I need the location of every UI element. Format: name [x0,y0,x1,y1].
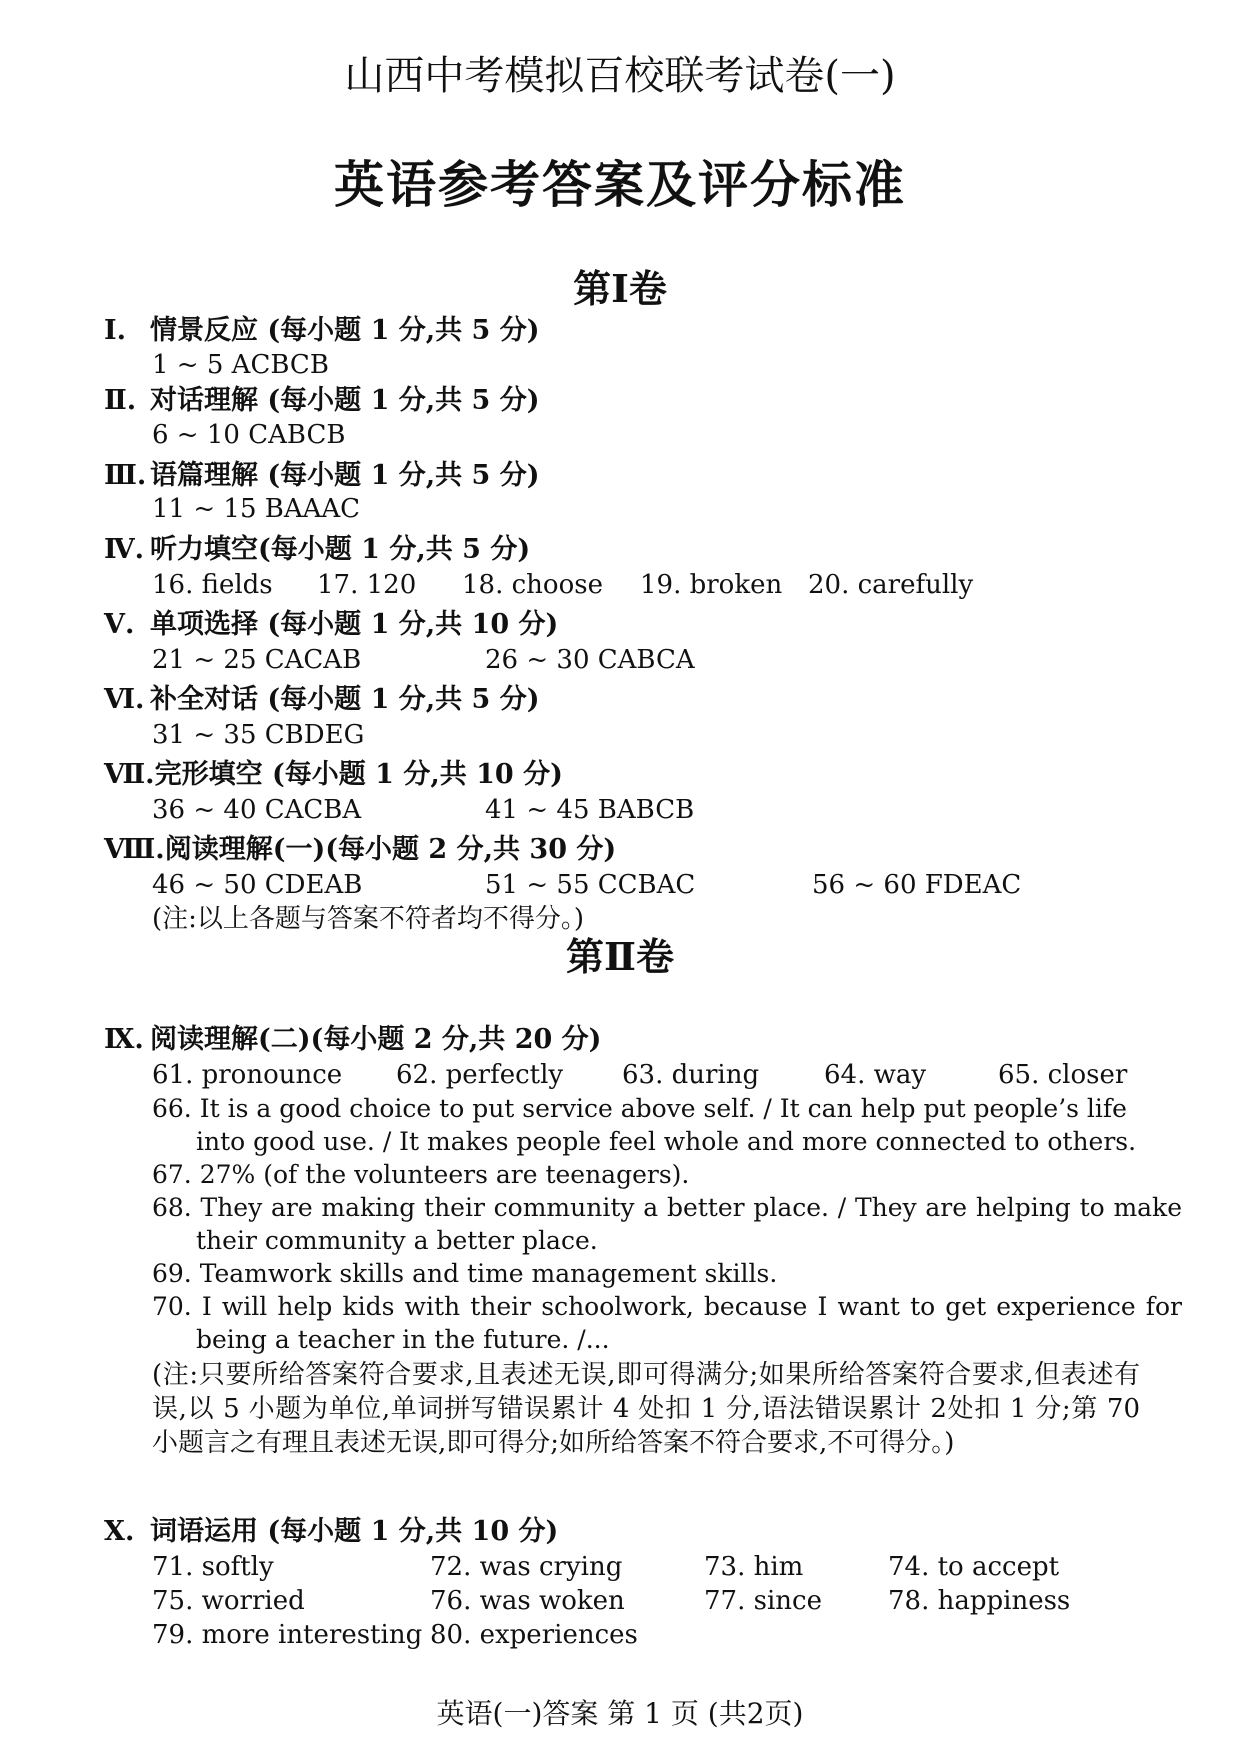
section-7-title: 完形填空 (每小题 1 分,共 10 分) [154,759,563,790]
section-1-answer: 1 ~ 5 ACBCB [152,350,329,380]
section-8-number: Ⅷ. [104,834,165,865]
answer-77: 77. since [704,1586,822,1616]
section-4-number: Ⅳ. [104,534,145,565]
section-3-heading [104,458,540,494]
section-7-heading [104,757,563,793]
section-6-answer: 31 ~ 35 CBDEG [152,720,365,750]
section-8-answer-c: 56 ~ 60 FDEAC [812,870,1022,900]
section-5-answer-a: 21 ~ 25 CACAB [152,645,362,675]
section-7-answer-a: 36 ~ 40 CACBA [152,795,362,825]
answer-61: 61. pronounce [152,1060,343,1090]
volume-1-heading: 第Ⅰ卷 [573,266,667,311]
answer-62: 62. perfectly [396,1060,564,1090]
section-6-title: 补全对话 (每小题 1 分,共 5 分) [150,684,540,715]
section-4-title: 听力填空(每小题 1 分,共 5 分) [150,534,531,565]
section-8-title: 阅读理解(一)(每小题 2 分,共 30 分) [164,834,617,865]
section-10-number: Ⅹ. [104,1516,135,1547]
answer-20: 20. carefully [808,570,974,600]
page-footer: 英语(一)答案 第 1 页 (共2页) [436,1697,804,1730]
answer-17: 17. 120 [317,570,417,600]
section-3-number: Ⅲ. [104,460,147,491]
section-6-number: Ⅵ. [104,684,145,715]
answer-78: 78. happiness [888,1586,1071,1616]
answer-68: 68. They are making their community a better place. / They are helping to make their community a better place. [152,1193,1182,1255]
section-5-title: 单项选择 (每小题 1 分,共 10 分) [150,609,559,640]
section-1-title: 情景反应 (每小题 1 分,共 5 分) [150,315,540,346]
answer-79: 79. more interesting [152,1620,423,1650]
section-8-answer-a: 46 ~ 50 CDEAB [152,870,363,900]
section-7-number: Ⅶ. [104,759,155,790]
section-9-heading [104,1022,601,1058]
exam-subtitle: 山西中考模拟百校联考试卷(一) [344,53,896,99]
section-8-note: (注:以上各题与答案不符者均不得分。) [152,904,585,934]
section-5-heading [104,607,558,643]
answer-18: 18. choose [462,570,603,600]
answer-71: 71. softly [152,1552,274,1582]
page-title: 英语参考答案及评分标准 [334,155,906,214]
section-7-answer-b: 41 ~ 45 BABCB [485,795,695,825]
section-2-answer: 6 ~ 10 CABCB [152,420,346,450]
section-5-number: Ⅴ. [104,609,135,640]
answer-64: 64. way [824,1060,927,1090]
answer-16: 16. fields [152,570,273,600]
section-8-answer-b: 51 ~ 55 CCBAC [485,870,696,900]
section-9-number: Ⅸ. [104,1024,144,1055]
answer-19: 19. broken [640,570,783,600]
section-8-heading [104,832,616,868]
section-3-title: 语篇理解 (每小题 1 分,共 5 分) [150,460,540,491]
section-6-heading [104,682,540,718]
answer-67: 67. 27% (of the volunteers are teenagers). [152,1160,690,1189]
section-4-heading [104,532,530,568]
answer-75: 75. worried [152,1586,305,1616]
answer-72: 72. was crying [430,1552,623,1582]
answer-63: 63. during [622,1060,760,1090]
section-2-heading [104,383,540,419]
answer-69: 69. Teamwork skills and time management skills. [152,1259,778,1288]
section-9-note: (注:只要所给答案符合要求,且表述无误,即可得满分;如果所给答案符合要求,但表述有误,以 5 小题为单位,单词拼写错误累计 4 处扣 1 分,语法错误累计 2处扣 1 分;第 70 小题言之有理且表述无误,即可得分;如所给答案不符合要求,不可得分。) [152,1360,1140,1458]
section-10-heading [104,1514,558,1550]
answer-70: 70. I will help kids with their schoolwork, because I want to get experience for being a teacher in the future. /... [152,1292,1182,1354]
answer-74: 74. to accept [888,1552,1060,1582]
section-5-answer-b: 26 ~ 30 CABCA [485,645,695,675]
answer-66: 66. It is a good choice to put service above self. / It can help put people’s life into good use. / It makes people feel whole and more connected to others. [152,1094,1137,1156]
section-2-title: 对话理解 (每小题 1 分,共 5 分) [150,385,540,416]
answer-73: 73. him [704,1552,804,1582]
section-1-number: Ⅰ. [104,315,127,346]
section-3-answer: 11 ~ 15 BAAAC [152,494,361,524]
section-9-title: 阅读理解(二)(每小题 2 分,共 20 分) [150,1024,602,1055]
section-2-number: Ⅱ. [104,385,137,416]
section-10-title: 词语运用 (每小题 1 分,共 10 分) [150,1516,559,1547]
answer-65: 65. closer [998,1060,1128,1090]
section-1-heading [104,313,540,349]
answer-76: 76. was woken [430,1586,625,1616]
volume-2-heading: 第Ⅱ卷 [565,934,675,979]
answer-80: 80. experiences [430,1620,638,1650]
